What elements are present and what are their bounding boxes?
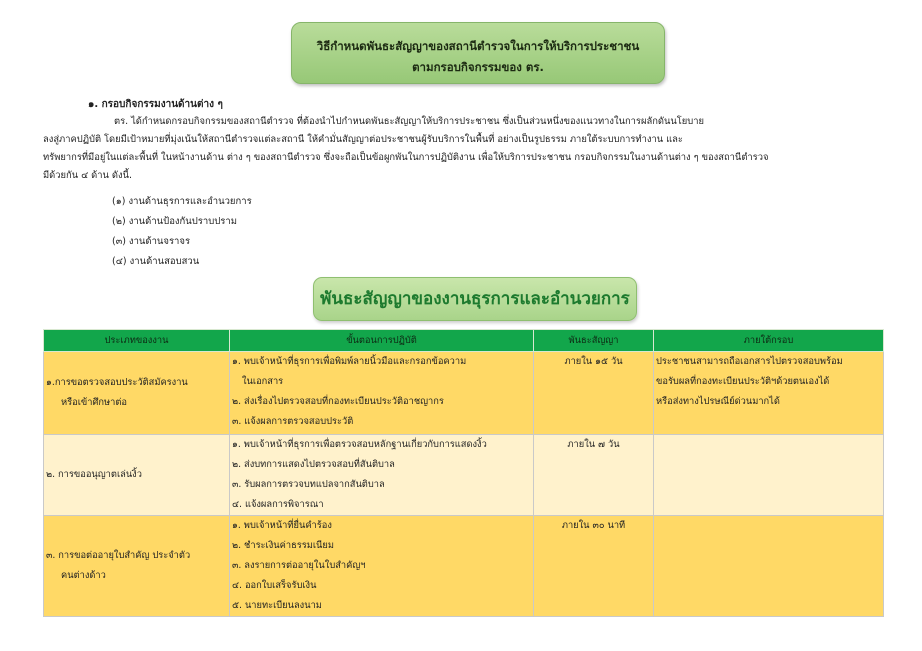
- procedure-cell: [230, 352, 534, 435]
- activity-area-item: (๔) งานด้านสอบสวน: [112, 256, 200, 267]
- intro-line: ทรัพยากรที่มีอยู่ในแต่ละพื้นที่ ในหน้างานด้าน ต่าง ๆ ของสถานีตำรวจ ซึ่งจะถือเป็นข้อผูกพันในการปฏิบัติงาน เพื่อให้บริการประชาชน กรอบกิจกรรมในงานด้านต่าง ๆ ของสถานีตำรวจ: [43, 152, 769, 163]
- header-framework: ภายใต้กรอบ: [654, 330, 884, 352]
- service-pledge-table: [43, 329, 884, 617]
- procedure-step: ๓. แจ้งผลการตรวจสอบประวัติ: [232, 416, 354, 427]
- work-type-line: ๒. การขออนุญาตเล่นงิ้ว: [46, 469, 142, 480]
- title-line-1: วิธีกำหนดพันธะสัญญาของสถานีตำรวจในการให้บริการประชาชน: [316, 39, 640, 53]
- procedure-cell: [230, 516, 534, 617]
- framework-line: ขอรับผลที่กองทะเบียนประวัติฯด้วยตนเองได้: [656, 376, 830, 387]
- work-type-cell: [44, 516, 230, 617]
- procedure-step: ๑. พบเจ้าหน้าที่ยื่นคำร้อง: [232, 520, 332, 531]
- document-title-box: [291, 22, 665, 84]
- procedure-step: ๓. รับผลการตรวจบทแปลจากสันติบาล: [232, 479, 385, 490]
- work-type-line: คนต่างด้าว: [61, 570, 106, 581]
- pledge-cell: ภายใน ๑๕ วัน: [534, 352, 654, 435]
- procedure-step: ๒. ส่งบทการแสดงไปตรวจสอบที่สันติบาล: [232, 459, 395, 470]
- header-procedure: ขั้นตอนการปฏิบัติ: [230, 330, 534, 352]
- title-line-2: ตามกรอบกิจกรรมของ ตร.: [412, 60, 544, 74]
- table-row: [44, 516, 884, 617]
- procedure-step: ๑. พบเจ้าหน้าที่ธุรการเพื่อพิมพ์ลายนิ้วมือและกรอกข้อความ: [232, 356, 467, 367]
- intro-line: ลงสู่ภาคปฏิบัติ โดยมีเป้าหมายที่มุ่งเน้นให้สถานีตำรวจแต่ละสถานี ให้คำมั่นสัญญาต่อประชาชนผู้รับบริการในพื้นที่ อย่างเป็นรูปธรรม ภายใต้ระบบการทำงาน และ: [43, 134, 683, 145]
- procedure-step: ๕. นายทะเบียนลงนาม: [232, 600, 322, 611]
- procedure-cell: [230, 435, 534, 516]
- procedure-step: ๑. พบเจ้าหน้าที่ธุรการเพื่อตรวจสอบหลักฐานเกี่ยวกับการแสดงงิ้ว: [232, 439, 487, 450]
- work-type-line: ๑.การขอตรวจสอบประวัติสมัครงาน: [46, 377, 188, 388]
- framework-line: หรือส่งทางไปรษณีย์ด่วนมากได้: [656, 396, 780, 407]
- activity-area-item: (๑) งานด้านธุรการและอำนวยการ: [112, 196, 252, 207]
- work-type-line: หรือเข้าศึกษาต่อ: [61, 397, 127, 408]
- pledge-cell: ภายใน ๓๐ นาที: [534, 516, 654, 617]
- pledge-cell: ภายใน ๗ วัน: [534, 435, 654, 516]
- table-row: [44, 435, 884, 516]
- table-header-row: [44, 330, 884, 352]
- intro-line: ตร. ได้กำหนดกรอบกิจกรรมของสถานีตำรวจ ที่ต้องนำไปกำหนดพันธะสัญญาให้บริการประชาชน ซึ่งเป็นส่วนหนึ่งของแนวทางในการผลักดันนโยบาย: [114, 116, 705, 127]
- header-pledge: พันธะสัญญา: [534, 330, 654, 352]
- header-work-type: ประเภทของงาน: [44, 330, 230, 352]
- procedure-step: ๔. ออกใบเสร็จรับเงิน: [232, 580, 317, 591]
- procedure-step: ในเอกสาร: [242, 376, 284, 387]
- procedure-step: ๔. แจ้งผลการพิจารณา: [232, 499, 324, 510]
- work-type-cell: [44, 352, 230, 435]
- section-heading: ๑. กรอบกิจกรรมงานด้านต่าง ๆ: [88, 99, 223, 110]
- framework-cell: [654, 352, 884, 435]
- work-type-line: ๓. การขอต่ออายุใบสำคัญ ประจำตัว: [46, 550, 191, 561]
- subtitle-box: พันธะสัญญาของงานธุรการและอำนวยการ: [313, 277, 637, 321]
- procedure-step: ๒. ส่งเรื่องไปตรวจสอบที่กองทะเบียนประวัติอาชญากร: [232, 396, 444, 407]
- intro-paragraph: [43, 113, 883, 185]
- framework-line: ประชาชนสามารถถือเอกสารไปตรวจสอบพร้อม: [656, 356, 843, 367]
- procedure-step: ๓. ลงรายการต่ออายุในใบสำคัญฯ: [232, 560, 366, 571]
- table-row: [44, 352, 884, 435]
- activity-area-item: (๓) งานด้านจราจร: [112, 236, 191, 247]
- intro-line: มีด้วยกัน ๔ ด้าน ดังนี้.: [43, 170, 132, 181]
- activity-area-item: (๒) งานด้านป้องกันปราบปราม: [112, 216, 238, 227]
- framework-cell: [654, 516, 884, 617]
- work-type-cell: [44, 435, 230, 516]
- activity-areas-list: [112, 192, 252, 272]
- procedure-step: ๒. ชำระเงินค่าธรรมเนียม: [232, 540, 334, 551]
- framework-cell: [654, 435, 884, 516]
